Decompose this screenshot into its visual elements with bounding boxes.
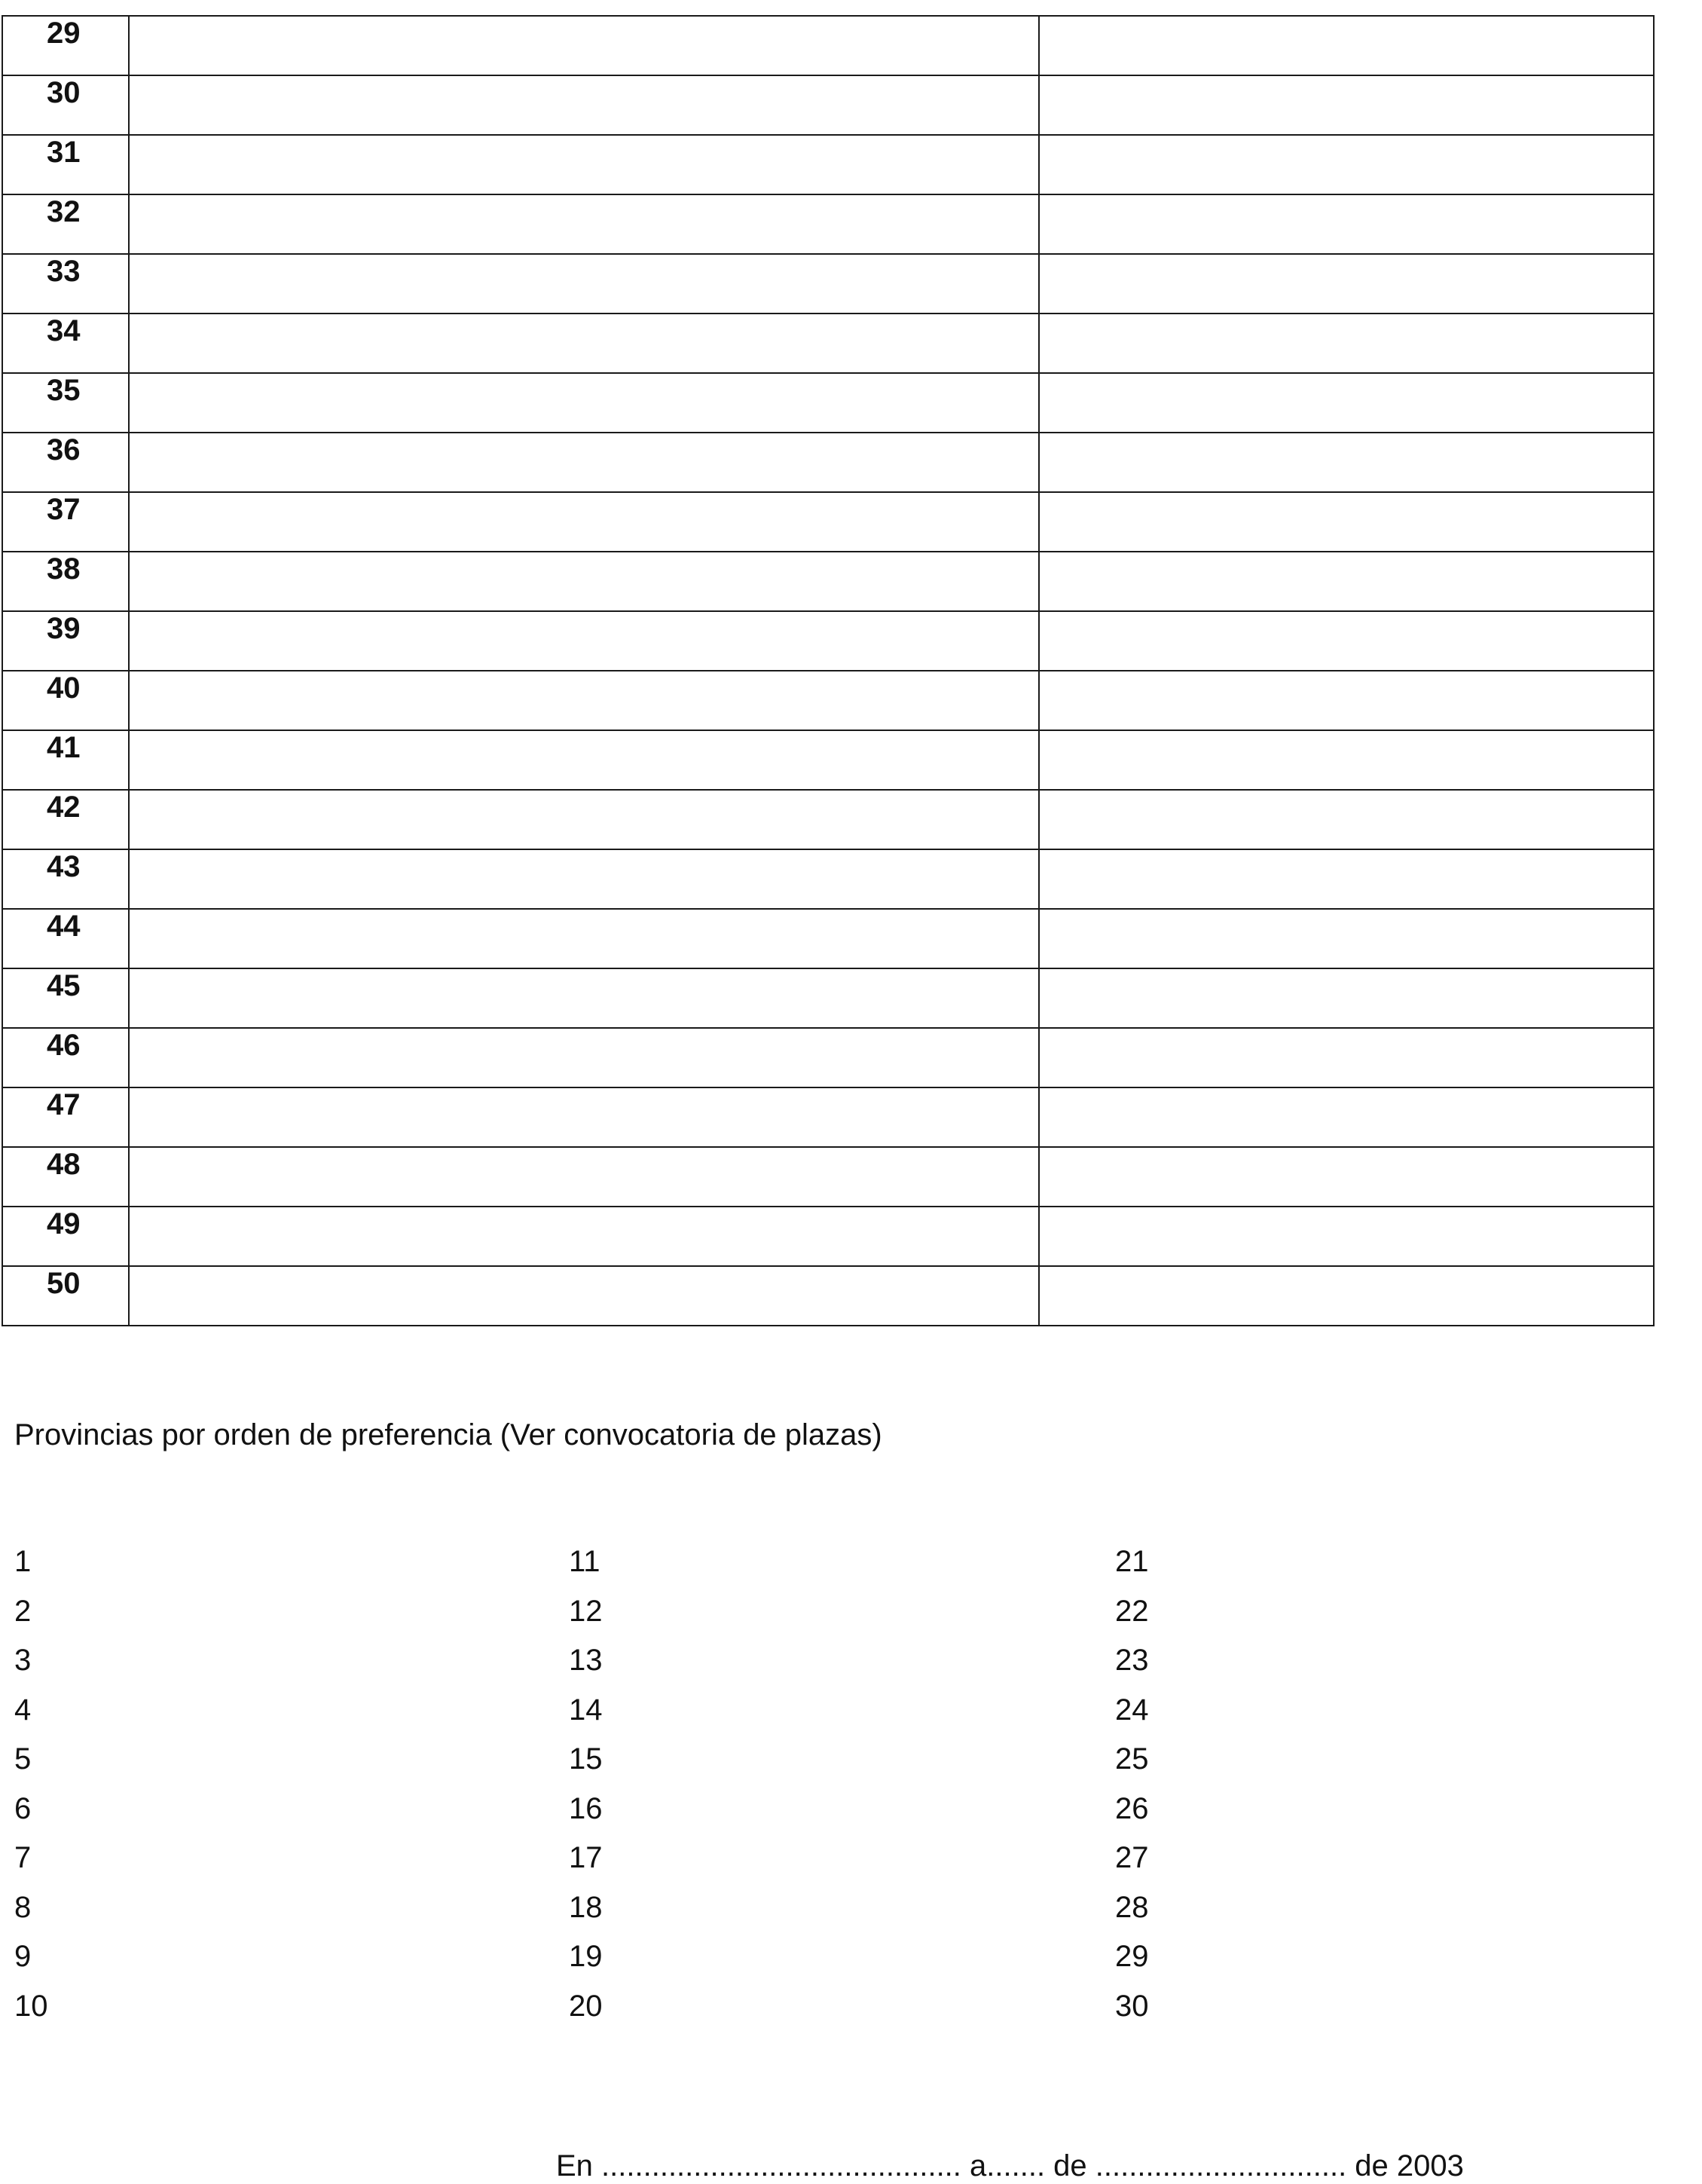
- code-cell[interactable]: [1039, 1266, 1654, 1326]
- province-slot[interactable]: 4: [14, 1693, 32, 1727]
- province-slot[interactable]: 2: [14, 1594, 32, 1628]
- province-slot[interactable]: 17: [569, 1841, 603, 1874]
- code-cell[interactable]: [1039, 849, 1654, 909]
- entry-cell[interactable]: [129, 849, 1039, 909]
- province-slot[interactable]: 9: [14, 1940, 32, 1973]
- province-slot[interactable]: 6: [14, 1791, 32, 1825]
- row-number: 45: [2, 968, 129, 1028]
- code-cell[interactable]: [1039, 1147, 1654, 1207]
- entry-cell[interactable]: [129, 1087, 1039, 1147]
- code-cell[interactable]: [1039, 909, 1654, 968]
- province-slot[interactable]: 20: [569, 1989, 603, 2023]
- code-cell[interactable]: [1039, 492, 1654, 552]
- entry-cell[interactable]: [129, 314, 1039, 373]
- table-row: [2, 552, 1654, 611]
- table-row: [2, 314, 1654, 373]
- provinces-column-2: [569, 1537, 603, 2031]
- province-slot[interactable]: 1: [14, 1545, 32, 1578]
- entry-cell[interactable]: [129, 1266, 1039, 1326]
- row-number: 44: [2, 909, 129, 968]
- province-slot[interactable]: 21: [1115, 1545, 1149, 1578]
- row-number: 33: [2, 254, 129, 314]
- row-number: 48: [2, 1147, 129, 1207]
- entry-cell[interactable]: [129, 552, 1039, 611]
- province-slot[interactable]: 10: [14, 1989, 48, 2023]
- code-cell[interactable]: [1039, 254, 1654, 314]
- row-number: 47: [2, 1087, 129, 1147]
- code-cell[interactable]: [1039, 314, 1654, 373]
- province-slot[interactable]: 29: [1115, 1940, 1149, 1973]
- preferences-table: [2, 15, 1655, 1326]
- province-slot[interactable]: 7: [14, 1841, 32, 1874]
- table-row: [2, 16, 1654, 75]
- entry-cell[interactable]: [129, 1207, 1039, 1266]
- code-cell[interactable]: [1039, 135, 1654, 194]
- code-cell[interactable]: [1039, 16, 1654, 75]
- provinces-column-3: [1115, 1537, 1149, 2031]
- table-row: [2, 849, 1654, 909]
- entry-cell[interactable]: [129, 492, 1039, 552]
- province-slot[interactable]: 30: [1115, 1989, 1149, 2023]
- preferences-table-body: [2, 16, 1654, 1326]
- provinces-heading: Provincias por orden de preferencia (Ver convocatoria de plazas): [14, 1418, 882, 1451]
- table-row: [2, 1147, 1654, 1207]
- row-number: 30: [2, 75, 129, 135]
- row-number: 42: [2, 790, 129, 849]
- entry-cell[interactable]: [129, 75, 1039, 135]
- code-cell[interactable]: [1039, 730, 1654, 790]
- table-row: [2, 254, 1654, 314]
- entry-cell[interactable]: [129, 373, 1039, 433]
- province-slot[interactable]: 15: [569, 1742, 603, 1776]
- province-slot[interactable]: 3: [14, 1644, 32, 1677]
- row-number: 31: [2, 135, 129, 194]
- place-date-line[interactable]: En ........................................... a....... de .............................. de 2003: [556, 2149, 1464, 2182]
- code-cell[interactable]: [1039, 1207, 1654, 1266]
- table-row: [2, 1207, 1654, 1266]
- row-number: 43: [2, 849, 129, 909]
- code-cell[interactable]: [1039, 1087, 1654, 1147]
- entry-cell[interactable]: [129, 671, 1039, 730]
- table-row: [2, 909, 1654, 968]
- table-row: [2, 1028, 1654, 1087]
- code-cell[interactable]: [1039, 1028, 1654, 1087]
- table-row: [2, 433, 1654, 492]
- provinces-column-1: [14, 1537, 48, 2031]
- province-slot[interactable]: 14: [569, 1693, 603, 1727]
- entry-cell[interactable]: [129, 16, 1039, 75]
- entry-cell[interactable]: [129, 433, 1039, 492]
- row-number: 39: [2, 611, 129, 671]
- row-number: 36: [2, 433, 129, 492]
- row-number: 46: [2, 1028, 129, 1087]
- entry-cell[interactable]: [129, 909, 1039, 968]
- entry-cell[interactable]: [129, 194, 1039, 254]
- table-row: [2, 1087, 1654, 1147]
- table-row: [2, 75, 1654, 135]
- province-slot[interactable]: 5: [14, 1742, 32, 1776]
- entry-cell[interactable]: [129, 968, 1039, 1028]
- province-slot[interactable]: 19: [569, 1940, 603, 1973]
- province-slot[interactable]: 13: [569, 1644, 603, 1677]
- province-slot[interactable]: 12: [569, 1594, 603, 1628]
- province-slot[interactable]: 25: [1115, 1742, 1149, 1776]
- row-number: 37: [2, 492, 129, 552]
- province-slot[interactable]: 23: [1115, 1644, 1149, 1677]
- row-number: 35: [2, 373, 129, 433]
- province-slot[interactable]: 8: [14, 1890, 32, 1924]
- table-row: [2, 1266, 1654, 1326]
- entry-cell[interactable]: [129, 254, 1039, 314]
- entry-cell[interactable]: [129, 1028, 1039, 1087]
- row-number: 50: [2, 1266, 129, 1326]
- province-slot[interactable]: 11: [569, 1545, 600, 1578]
- table-row: [2, 492, 1654, 552]
- row-number: 41: [2, 730, 129, 790]
- entry-cell[interactable]: [129, 611, 1039, 671]
- province-slot[interactable]: 27: [1115, 1841, 1149, 1874]
- province-slot[interactable]: 26: [1115, 1791, 1149, 1825]
- province-slot[interactable]: 22: [1115, 1594, 1149, 1628]
- row-number: 40: [2, 671, 129, 730]
- code-cell[interactable]: [1039, 373, 1654, 433]
- code-cell[interactable]: [1039, 552, 1654, 611]
- table-row: [2, 135, 1654, 194]
- code-cell[interactable]: [1039, 790, 1654, 849]
- province-slot[interactable]: 18: [569, 1890, 603, 1924]
- code-cell[interactable]: [1039, 611, 1654, 671]
- province-slot[interactable]: 28: [1115, 1890, 1149, 1924]
- table-row: [2, 373, 1654, 433]
- province-slot[interactable]: 24: [1115, 1693, 1149, 1727]
- entry-cell[interactable]: [129, 730, 1039, 790]
- code-cell[interactable]: [1039, 671, 1654, 730]
- code-cell[interactable]: [1039, 194, 1654, 254]
- province-slot[interactable]: 16: [569, 1791, 603, 1825]
- entry-cell[interactable]: [129, 790, 1039, 849]
- table-row: [2, 790, 1654, 849]
- row-number: 38: [2, 552, 129, 611]
- code-cell[interactable]: [1039, 968, 1654, 1028]
- code-cell[interactable]: [1039, 433, 1654, 492]
- table-row: [2, 611, 1654, 671]
- row-number: 29: [2, 16, 129, 75]
- row-number: 49: [2, 1207, 129, 1266]
- entry-cell[interactable]: [129, 135, 1039, 194]
- entry-cell[interactable]: [129, 1147, 1039, 1207]
- table-row: [2, 671, 1654, 730]
- row-number: 34: [2, 314, 129, 373]
- row-number: 32: [2, 194, 129, 254]
- code-cell[interactable]: [1039, 75, 1654, 135]
- table-row: [2, 730, 1654, 790]
- table-row: [2, 968, 1654, 1028]
- table-row: [2, 194, 1654, 254]
